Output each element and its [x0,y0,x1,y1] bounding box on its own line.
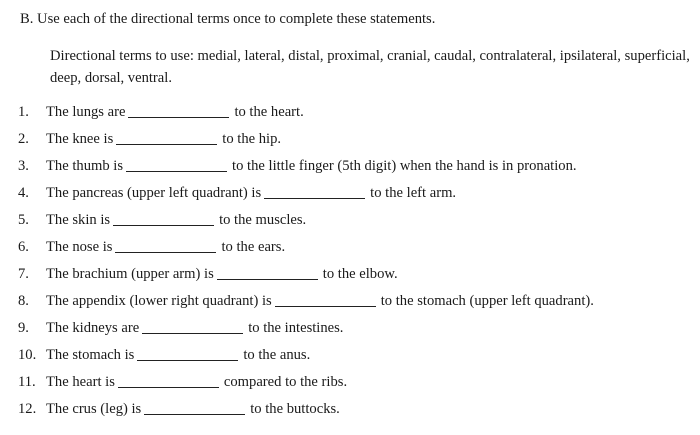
item-number: 5. [18,212,29,228]
item-completion: to the little finger (5th digit) when the hand is in pronation. [232,158,577,174]
answer-blank[interactable] [116,143,217,145]
answer-blank[interactable] [137,359,238,361]
item-completion: compared to the ribs. [223,374,348,390]
item-number: 10. [18,347,37,363]
item-stem: The nose is [46,239,113,255]
answer-blank[interactable] [264,197,365,199]
item-completion: to the heart. [234,104,304,120]
answer-blank[interactable] [113,224,214,226]
item-stem: The knee is [46,131,114,147]
item-stem: The appendix (lower right quadrant) is [46,293,272,309]
item-stem: The thumb is [46,158,124,174]
item-number: 3. [18,158,29,174]
answer-blank[interactable] [126,170,227,172]
item-completion: to the elbow. [322,266,398,282]
item-number: 12. [18,401,37,417]
item-number: 4. [18,185,29,201]
answer-blank[interactable] [275,305,376,307]
answer-blank[interactable] [118,386,219,388]
item-number: 7. [18,266,29,282]
item-stem: The lungs are [46,104,126,120]
answer-blank[interactable] [115,251,216,253]
item-number: 8. [18,293,29,309]
item-stem: The kidneys are [46,320,140,336]
item-completion: to the intestines. [248,320,344,336]
item-completion: to the ears. [221,239,286,255]
item-number: 6. [18,239,29,255]
answer-blank[interactable] [142,332,243,334]
item-stem: The stomach is [46,347,135,363]
answer-blank[interactable] [217,278,318,280]
item-stem: The skin is [46,212,111,228]
item-completion: to the hip. [222,131,282,147]
item-number: 9. [18,320,29,336]
answer-blank[interactable] [144,413,245,415]
item-completion: to the stomach (upper left quadrant). [380,293,594,309]
item-completion: to the muscles. [219,212,307,228]
item-completion: to the left arm. [370,185,457,201]
item-completion: to the buttocks. [250,401,340,417]
item-number: 2. [18,131,29,147]
item-number: 1. [18,104,29,120]
item-stem: The brachium (upper arm) is [46,266,214,282]
section-heading: B. Use each of the directional terms once to complete these statements. [20,11,436,27]
item-stem: The pancreas (upper left quadrant) is [46,185,262,201]
answer-blank[interactable] [128,116,229,118]
item-stem: The crus (leg) is [46,401,142,417]
directional-terms-list: Directional terms to use: medial, lateral, distal, proximal, cranial, caudal, contralateral, ipsilateral, superficial, deep, dorsal, ventral. [50,48,690,86]
item-stem: The heart is [46,374,115,390]
item-completion: to the anus. [243,347,311,363]
item-number: 11. [18,374,36,390]
